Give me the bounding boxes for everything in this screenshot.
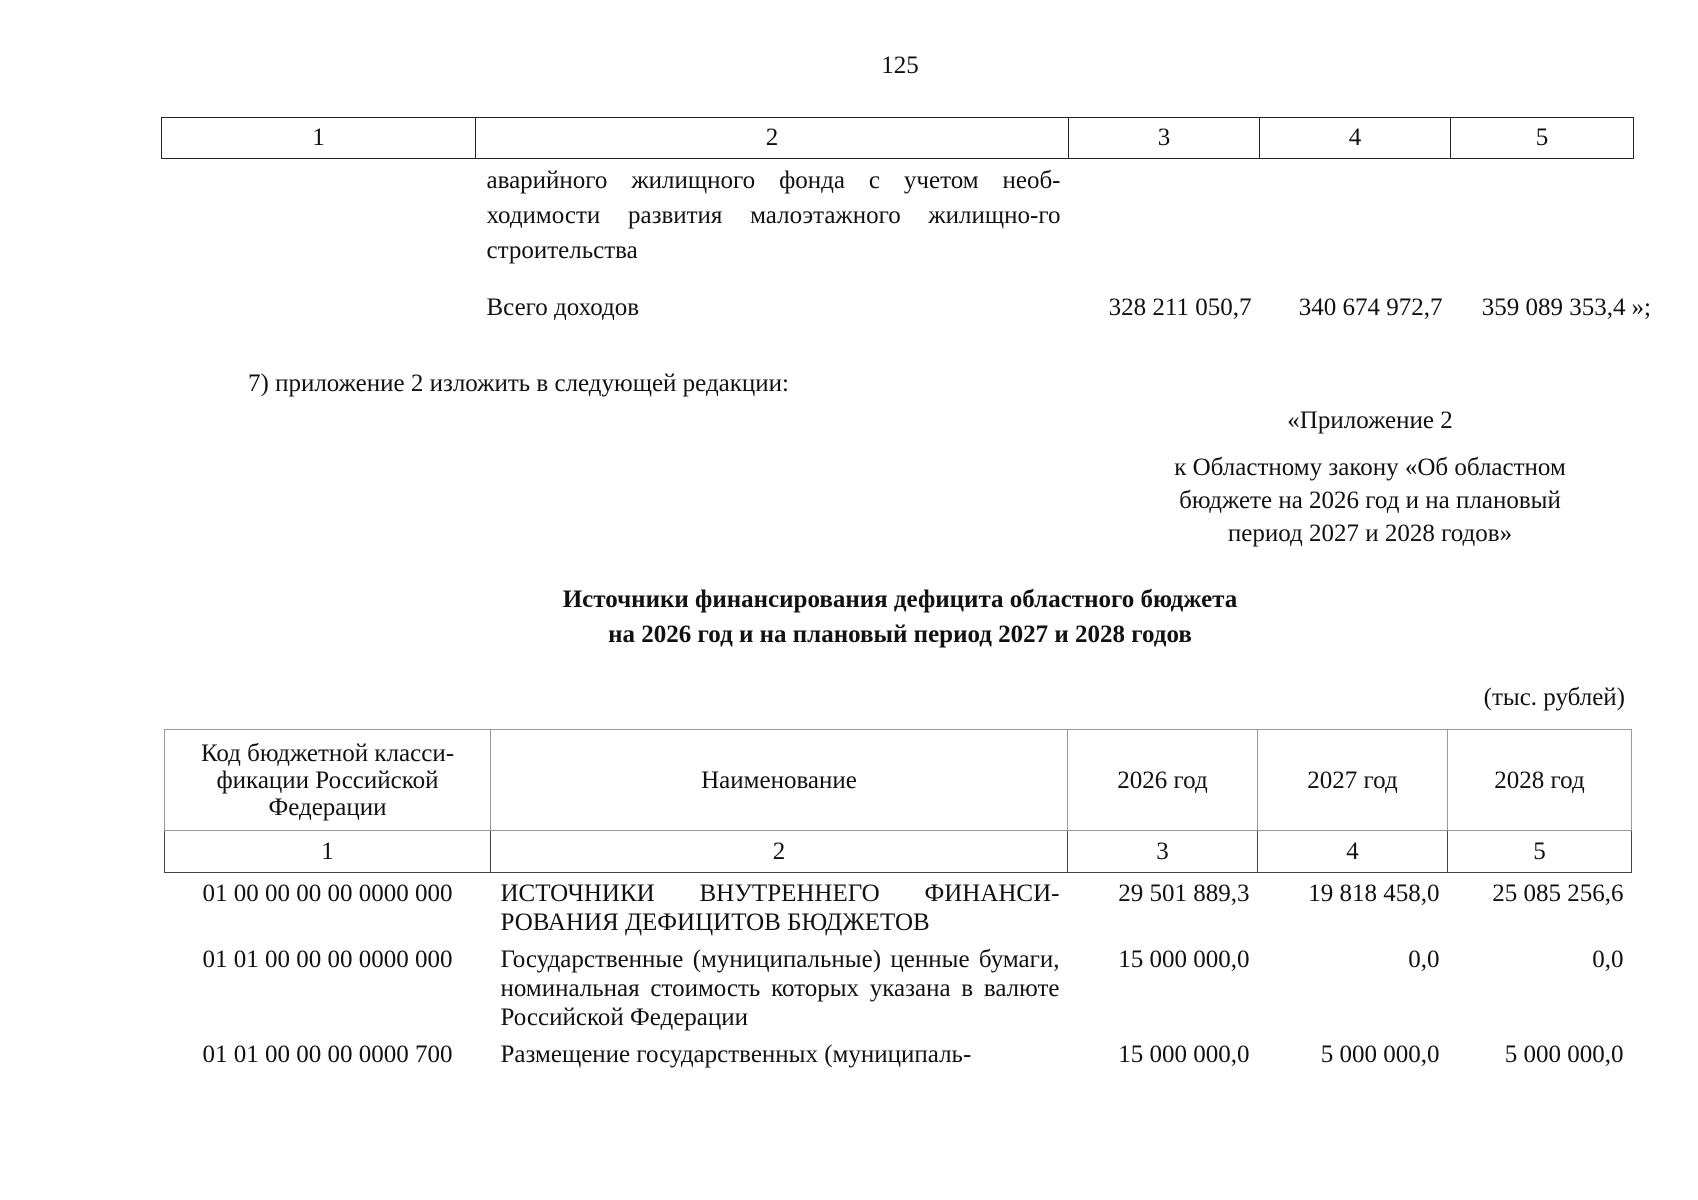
row-2028: 25 085 256,6 [1492, 880, 1624, 907]
column-number: 5 [1451, 118, 1634, 159]
table-row [165, 873, 1632, 938]
column-number: 4 [1260, 118, 1451, 159]
row-2026: 15 000 000,0 [1118, 946, 1250, 973]
column-number: 5 [1448, 831, 1632, 873]
row-2026: 15 000 000,0 [1118, 1041, 1250, 1068]
column-number: 3 [1069, 118, 1260, 159]
total-label: Всего доходов [486, 294, 640, 321]
header-2028: 2028 год [1448, 730, 1632, 831]
page-number: 125 [881, 52, 919, 79]
total-2028: 359 089 353,4 [1481, 294, 1626, 321]
total-row [162, 268, 1634, 322]
column-number: 2 [491, 831, 1068, 873]
continuation-table [161, 117, 1651, 322]
appendix-line: бюджете на 2026 год и на плановый [1179, 487, 1561, 514]
column-number: 2 [476, 118, 1069, 159]
amendment-instruction: 7) приложение 2 изложить в следующей редакции: [248, 370, 789, 397]
row-2027: 19 818 458,0 [1308, 880, 1440, 907]
table-row [165, 1032, 1632, 1069]
row-2026: 29 501 889,3 [1118, 880, 1250, 907]
total-2026: 328 211 050,7 [1108, 294, 1252, 321]
table-header [165, 730, 1632, 831]
column-number: 4 [1258, 831, 1448, 873]
row-code: 01 01 00 00 00 0000 000 [202, 946, 453, 973]
header-2026: 2026 год [1068, 730, 1258, 831]
row-2028: 5 000 000,0 [1504, 1041, 1624, 1068]
row-2027: 0,0 [1408, 946, 1440, 973]
financing-sources-table [164, 729, 1632, 1069]
column-number: 1 [162, 118, 476, 159]
column-number: 1 [165, 831, 491, 873]
document-title [0, 582, 1698, 652]
appendix-line: к Областному закону «Об областном [1174, 454, 1566, 481]
row-2028: 0,0 [1592, 946, 1624, 973]
appendix-header [1120, 404, 1620, 550]
appendix-line: период 2027 и 2028 годов» [1227, 520, 1513, 547]
total-2027: 340 674 972,7 [1298, 294, 1443, 321]
row-code: 01 01 00 00 00 0000 700 [202, 1041, 453, 1068]
header-name: Наименование [491, 730, 1068, 831]
row-name: Размещение государственных (муниципаль- [500, 1041, 972, 1068]
header-code: Код бюджетной класси-фикации Российской Федерации [165, 730, 491, 831]
continuation-column-numbers [162, 118, 1634, 159]
table-row [165, 937, 1632, 1032]
column-number: 3 [1068, 831, 1258, 873]
row-name: ИСТОЧНИКИ ВНУТРЕННЕГО ФИНАНСИ-РОВАНИЯ ДЕФИЦИТОВ БЮДЖЕТОВ [500, 880, 1060, 936]
row-2027: 5 000 000,0 [1320, 1041, 1440, 1068]
header-2027: 2027 год [1258, 730, 1448, 831]
units-label: (тыс. рублей) [1483, 684, 1625, 711]
document-title-line: Источники финансирования дефицита областного бюджета [562, 586, 1238, 613]
table-column-numbers [165, 831, 1632, 873]
continuation-name-fragment: аварийного жилищного фонда с учетом необ-ходимости развития малоэтажного жилищно-го строительства [486, 167, 1061, 264]
appendix-title: «Приложение 2 [1287, 407, 1453, 434]
row-code: 01 00 00 00 00 0000 000 [202, 880, 453, 907]
document-title-line: на 2026 год и на плановый период 2027 и 2028 годов [608, 621, 1192, 648]
continuation-row [162, 159, 1634, 269]
row-name: Государственные (муниципальные) ценные бумаги, номинальная стоимость которых указана в валюте Российской Федерации [500, 946, 1060, 1031]
total-2028-cell [1451, 268, 1651, 322]
quote-close: »; [1631, 294, 1651, 321]
